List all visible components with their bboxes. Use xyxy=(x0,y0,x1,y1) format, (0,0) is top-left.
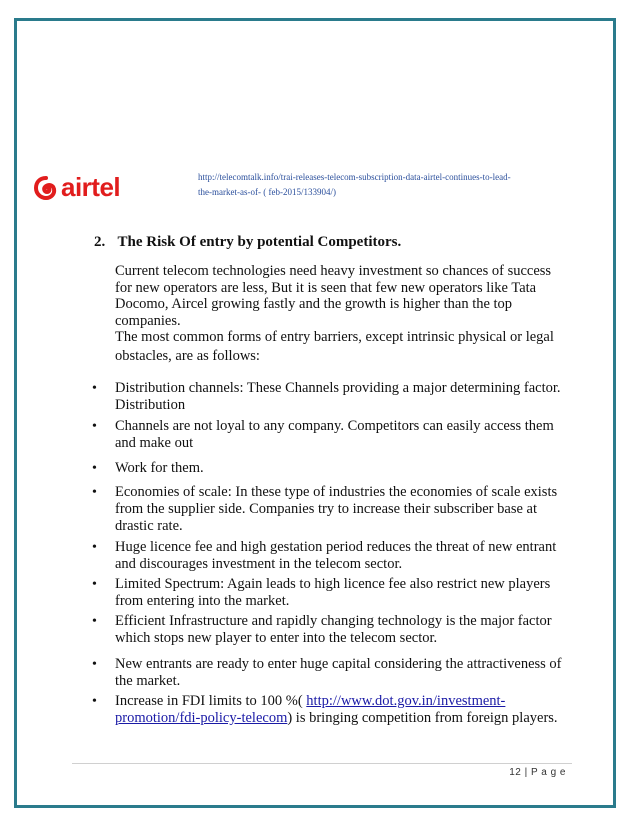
bullet-text: Work for them. xyxy=(115,460,204,476)
bullet-text: from the supplier side. Companies try to increase their subscriber base at xyxy=(115,501,537,517)
paragraph-line: Current telecom technologies need heavy investment so chances of success xyxy=(115,263,552,279)
list-item xyxy=(92,576,572,610)
bullet-dot: • xyxy=(92,540,97,555)
section-number: 2. xyxy=(94,234,106,250)
paragraph-line: for new operators are less, But it is seen that few new operators like Tata xyxy=(115,279,537,296)
bullet-text: Limited Spectrum: Again leads to high licence fee also restrict new players xyxy=(115,576,551,592)
bullet-dot: • xyxy=(92,419,97,434)
bullet-text: and discourages investment in the telecom sector. xyxy=(115,556,403,572)
airtel-wordmark: airtel xyxy=(61,172,121,202)
list-item xyxy=(92,380,572,414)
section-heading xyxy=(94,234,401,251)
bullet-dot: • xyxy=(92,614,97,629)
bullet-dot: • xyxy=(92,657,97,672)
bullet-text: which stops new player to enter into the telecom sector. xyxy=(115,630,438,646)
source-link[interactable] xyxy=(198,170,568,200)
list-item xyxy=(92,613,572,647)
page-label: P a g e xyxy=(530,767,566,778)
list-item xyxy=(92,539,572,573)
bullet-text: Economies of scale: In these type of industries the economies of scale exists xyxy=(115,484,558,500)
fdi-policy-link[interactable]: promotion/fdi-policy-telecom xyxy=(115,710,288,726)
paragraph-line: Docomo, Aircel growing fastly and the growth is higher than the top xyxy=(115,296,513,313)
list-item xyxy=(92,460,572,477)
paragraph-line: companies. xyxy=(115,312,181,329)
bullet-text: drastic rate. xyxy=(115,518,183,534)
page-footer xyxy=(509,767,566,778)
source-link-line[interactable]: http://telecomtalk.info/trai-releases-telecom-subscription-data-airtel-continues-to-lead- xyxy=(198,172,511,182)
bullet-text: Increase in FDI limits to 100 %( xyxy=(115,693,307,709)
page-number: 12 xyxy=(509,767,522,778)
list-item xyxy=(92,693,572,727)
bullet-text: Distribution xyxy=(115,397,186,413)
bullet-text: Efficient Infrastructure and rapidly changing technology is the major factor xyxy=(115,613,552,629)
fdi-policy-link[interactable]: http://www.dot.gov.in/investment- xyxy=(306,693,506,709)
bullet-text: the market. xyxy=(115,673,181,689)
bullet-dot: • xyxy=(92,485,97,500)
bullet-text: and make out xyxy=(115,435,194,451)
source-link-line[interactable]: the-market-as-of- ( feb-2015/133904/) xyxy=(198,187,336,197)
list-item xyxy=(92,418,572,452)
bullet-text: Huge licence fee and high gestation period reduces the threat of new entrant xyxy=(115,539,557,555)
bullet-text: ) is bringing competition from foreign players. xyxy=(287,710,558,726)
paragraph-line: The most common forms of entry barriers, except intrinsic physical or legal xyxy=(115,329,554,346)
list-item xyxy=(92,656,572,690)
airtel-logo xyxy=(34,172,120,203)
section-title: The Risk Of entry by potential Competitors. xyxy=(117,234,402,250)
bullet-text: New entrants are ready to enter huge capital considering the attractiveness of xyxy=(115,656,562,672)
footer-separator: | xyxy=(521,767,531,778)
bullet-dot: • xyxy=(92,461,97,476)
bullet-dot: • xyxy=(92,577,97,592)
bullet-dot: • xyxy=(92,694,97,709)
airtel-swirl-icon xyxy=(34,176,58,200)
bullet-text: Channels are not loyal to any company. Competitors can easily access them xyxy=(115,418,554,434)
intro-paragraph xyxy=(115,263,570,366)
bullet-text: from entering into the market. xyxy=(115,593,290,609)
bullet-dot: • xyxy=(92,381,97,396)
list-item xyxy=(92,484,572,535)
bullet-text: Distribution channels: These Channels providing a major determining factor. xyxy=(115,380,561,396)
footer-divider xyxy=(72,763,572,764)
paragraph-line: obstacles, are as follows: xyxy=(115,347,260,364)
